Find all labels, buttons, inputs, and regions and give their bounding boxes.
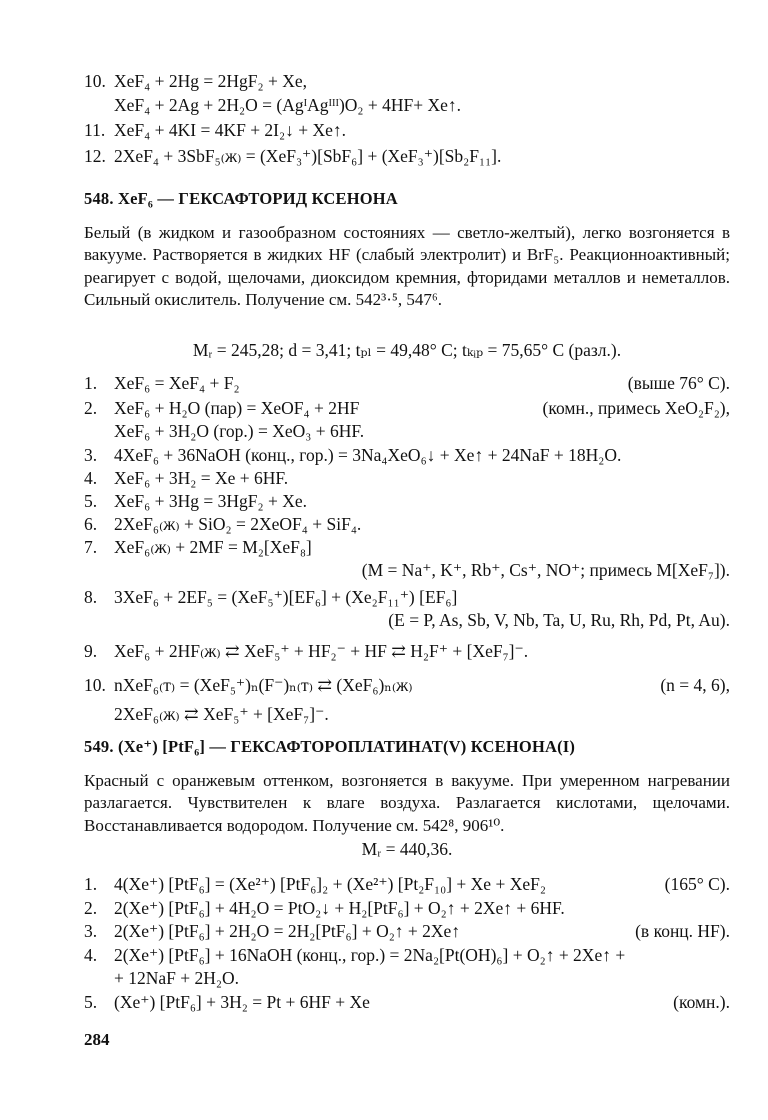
reaction-number: 5. <box>84 491 98 511</box>
reaction-text: 2XeF₆₍ж₎ ⇄ XeF₅⁺ + [XeF₇]⁻. <box>114 704 329 724</box>
reaction-number: 1. <box>84 874 98 894</box>
reaction-number: 4. <box>84 945 98 965</box>
reaction-number: 10. <box>84 71 106 91</box>
reaction-number: 7. <box>84 537 98 557</box>
reaction-condition: (165° C). <box>664 874 730 894</box>
reaction-text: XeF₆₍ж₎ + 2MF = M₂[XeF₈] <box>114 537 312 557</box>
reaction-condition: (n = 4, 6), <box>660 675 730 695</box>
reaction-text: XeF₆ + 2HF₍ж₎ ⇄ XeF₅⁺ + HF₂⁻ + HF ⇄ H₂F⁺ + [XeF₇]⁻. <box>114 641 529 661</box>
reaction-condition: (комн., примесь XeO₂F₂), <box>542 398 730 418</box>
reaction-text: (Xe⁺) [PtF₆] + 3H₂ = Pt + 6HF + Xe <box>114 992 370 1012</box>
reaction-number: 6. <box>84 514 98 534</box>
section-548-description: Белый (в жидком и газообразном состояниях — светло-желтый), легко возгоняется в вакууме. Растворяется в жидких HF (слабый электролит) и BrF₅. Реакционноактивный; реагирует с водой, щелочами, диоксидом кремния, фторидами металлов и неметаллов. Сильный окислитель. Получение см. 542³·⁵, 547⁶. <box>84 223 730 309</box>
reaction-number: 9. <box>84 641 98 661</box>
reaction-number: 11. <box>84 120 106 140</box>
reaction-number: 5. <box>84 992 98 1012</box>
section-548-constants: Mᵣ = 245,28; d = 3,41; tₚₗ = 49,48° C; tₖᵢₚ = 75,65° C (разл.). <box>192 340 622 360</box>
reaction-text: XeF₄ + 2Hg = 2HgF₂ + Xe, <box>114 71 307 91</box>
reaction-number: 12. <box>84 146 106 166</box>
reaction-text: 2(Xe⁺) [PtF₆] + 16NaOH (конц., гор.) = 2Na₂[Pt(OH)₆] + O₂↑ + 2Xe↑ + <box>114 945 626 965</box>
reaction-text: nXeF₆₍т₎ = (XeF₅⁺)ₙ(F⁻)ₙ₍т₎ ⇄ (XeF₆)ₙ₍ж₎ <box>114 675 413 695</box>
reaction-text: 4(Xe⁺) [PtF₆] = (Xe²⁺) [PtF₆]₂ + (Xe²⁺) [Pt₂F₁₀] + Xe + XeF₂ <box>114 874 546 894</box>
reaction-condition: (E = P, As, Sb, V, Nb, Ta, U, Ru, Rh, Pd, Pt, Au). <box>388 610 730 630</box>
reaction-text: 4XeF₆ + 36NaOH (конц., гор.) = 3Na₄XeO₆↓ + Xe↑ + 24NaF + 18H₂O. <box>114 445 622 465</box>
reaction-number: 8. <box>84 587 98 607</box>
section-549-heading: 549. (Xe⁺) [PtF₆] — ГЕКСАФТОРОПЛАТИНАТ(V) КСЕНОНА(I) <box>84 737 576 756</box>
reaction-number: 2. <box>84 898 98 918</box>
reaction-condition: (выше 76° C). <box>627 373 730 393</box>
reaction-number: 2. <box>84 398 98 418</box>
reaction-number: 3. <box>84 445 98 465</box>
reaction-text: XeF₄ + 4KI = 4KF + 2I₂↓ + Xe↑. <box>114 120 347 140</box>
reaction-text: + 12NaF + 2H₂O. <box>114 968 240 988</box>
reaction-number: 10. <box>84 675 106 695</box>
reaction-text: XeF₄ + 2Ag + 2H₂O = (AgᴵAgᴵᴵᴵ)O₂ + 4HF+ Xe↑. <box>114 95 462 115</box>
reaction-condition: (комн.). <box>673 992 730 1012</box>
reaction-text: 2(Xe⁺) [PtF₆] + 2H₂O = 2H₂[PtF₆] + O₂↑ + 2Xe↑ <box>114 921 461 941</box>
reaction-text: 3XeF₆ + 2EF₅ = (XeF₅⁺)[EF₆] + (Xe₂F₁₁⁺) [EF₆] <box>114 587 458 607</box>
reaction-text: XeF₆ + 3Hg = 3HgF₂ + Xe. <box>114 491 307 511</box>
section-549-description: Красный с оранжевым оттенком, возгоняется в вакууме. При умеренном нагревании разлагается. Чувствителен к влаге воздуха. Разлагается кислотами, щелочами. Восстанавливается водородом. Получение см. 542⁸, 906¹⁰. <box>84 771 730 835</box>
reaction-number: 3. <box>84 921 98 941</box>
section-549-constants: Mᵣ = 440,36. <box>361 839 453 859</box>
reaction-text: XeF₆ + H₂O (пар) = XeOF₄ + 2HF <box>114 398 360 418</box>
reaction-number: 1. <box>84 373 98 393</box>
reaction-text: XeF₆ + 3H₂O (гор.) = XeO₃ + 6HF. <box>114 421 365 441</box>
reaction-text: 2XeF₄ + 3SbF₅₍ж₎ = (XeF₃⁺)[SbF₆] + (XeF₃⁺)[Sb₂F₁₁]. <box>114 146 502 166</box>
reaction-text: XeF₆ + 3H₂ = Xe + 6HF. <box>114 468 289 488</box>
reaction-number: 4. <box>84 468 98 488</box>
page-number: 284 <box>84 1030 110 1049</box>
reaction-text: 2XeF₆₍ж₎ + SiO₂ = 2XeOF₄ + SiF₄. <box>114 514 362 534</box>
reaction-condition: (в конц. HF). <box>635 921 730 941</box>
section-548-heading: 548. XeF₆ — ГЕКСАФТОРИД КСЕНОНА <box>84 189 398 208</box>
reaction-text: XeF₆ = XeF₄ + F₂ <box>114 373 240 393</box>
reaction-condition: (M = Na⁺, K⁺, Rb⁺, Cs⁺, NO⁺; примесь M[XeF₇]). <box>361 560 730 580</box>
reaction-text: 2(Xe⁺) [PtF₆] + 4H₂O = PtO₂↓ + H₂[PtF₆] + O₂↑ + 2Xe↑ + 6HF. <box>114 898 565 918</box>
